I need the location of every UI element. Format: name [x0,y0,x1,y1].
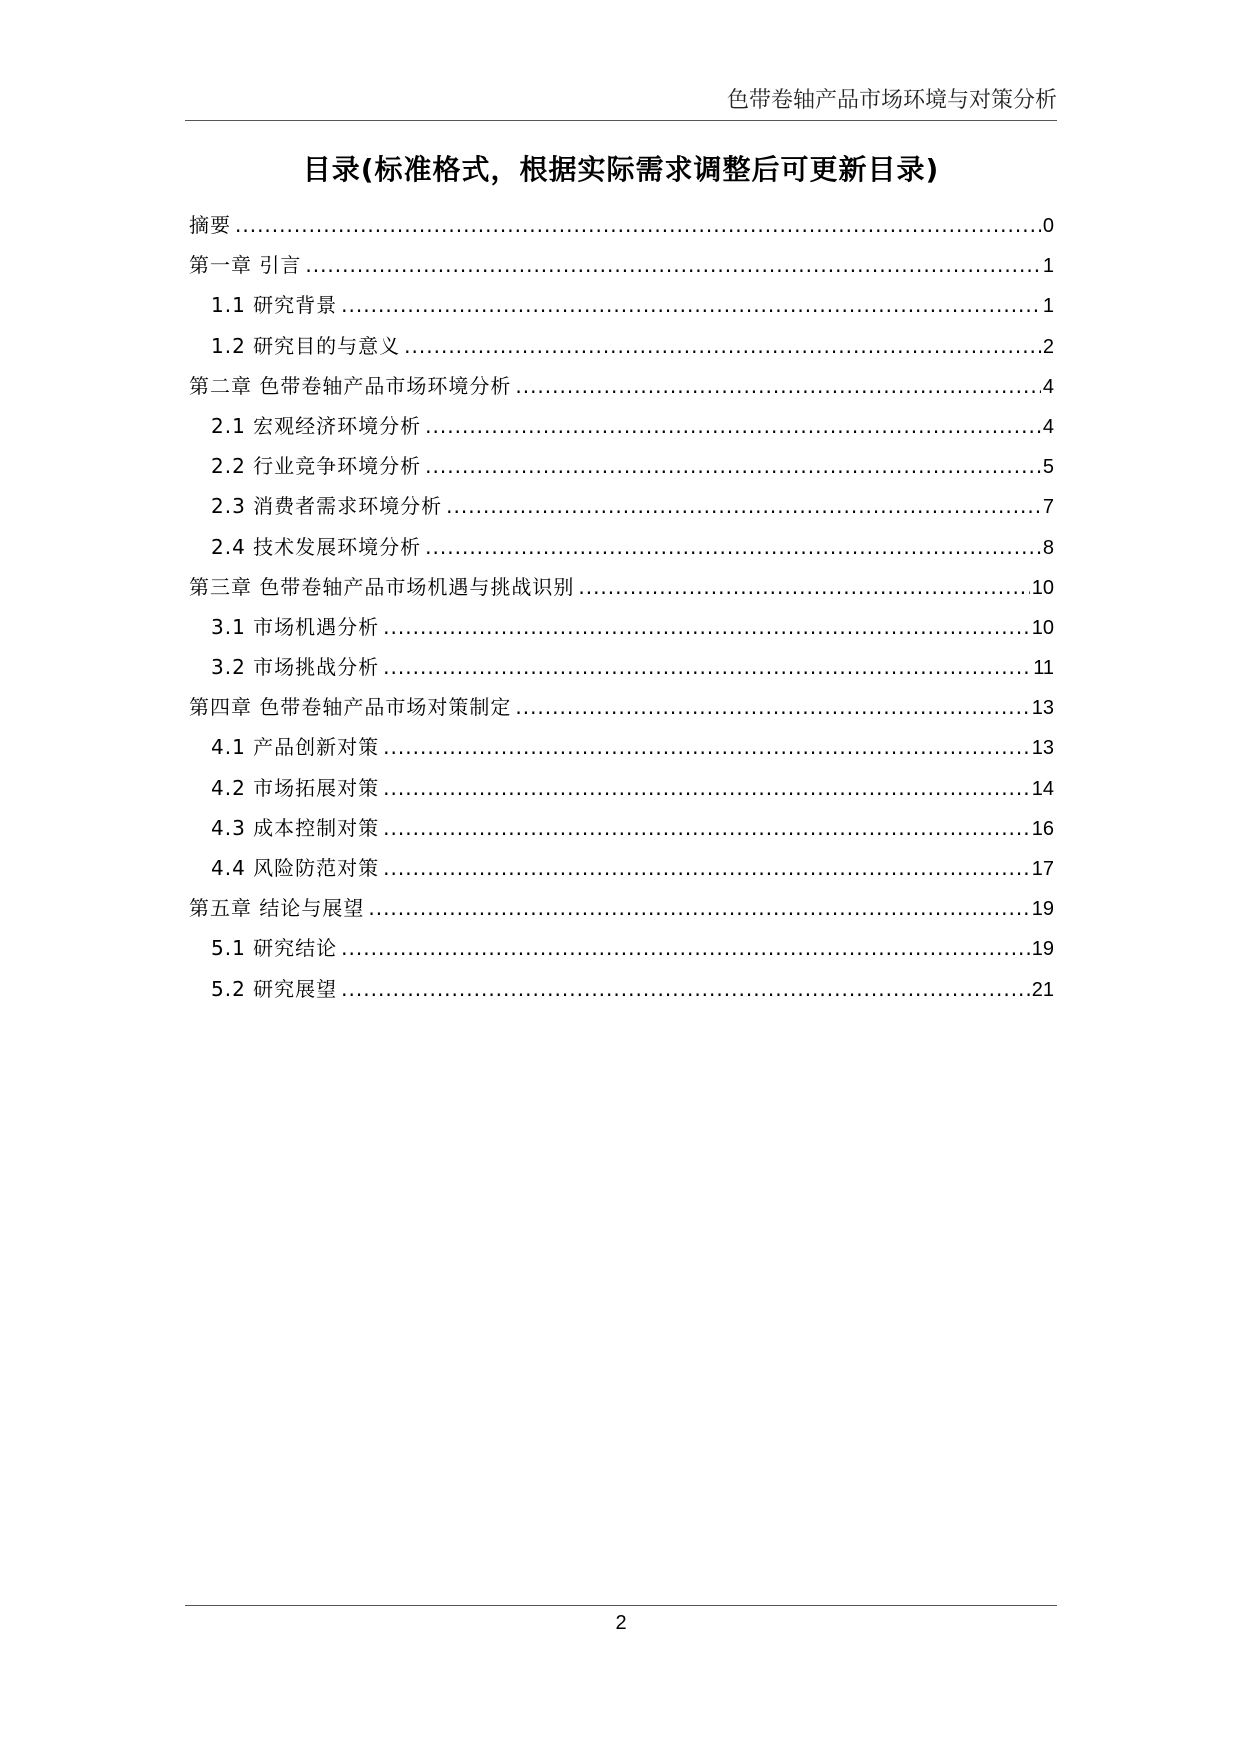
toc-entry-page-number: 10 [1031,616,1054,639]
toc-dot-leader [425,527,1041,567]
toc-dot-leader [515,687,1029,727]
toc-dot-leader [383,607,1030,647]
toc-entry-page-number: 19 [1031,898,1054,921]
toc-entry-page-number: 13 [1031,697,1054,720]
toc-entry-page-number: 5 [1042,456,1054,479]
page-number: 2 [615,1612,627,1634]
toc-entry-page-number: 4 [1042,375,1054,398]
toc-entry-page-number: 2 [1042,335,1054,358]
toc-entry-label: 2.1 宏观经济环境分析 [211,413,422,438]
toc-dot-leader [368,888,1029,928]
toc-entry-label: 4.4 风险防范对策 [211,856,380,880]
toc-chapter-entry[interactable] [189,245,1054,285]
toc-entry-page-number: 16 [1031,817,1054,840]
toc-dot-leader [446,486,1041,526]
toc-entry-page-number: 4 [1042,415,1054,438]
toc-dot-leader [383,647,1031,687]
toc-section-entry[interactable] [189,969,1054,1009]
toc-chapter-entry[interactable] [189,567,1054,607]
toc-section-entry[interactable] [189,326,1054,366]
toc-section-entry[interactable] [189,928,1054,968]
toc-entry-label: 3.1 市场机遇分析 [211,614,380,639]
running-header-title: 色带卷轴产品市场环境与对策分析 [726,88,1057,113]
toc-section-entry[interactable] [189,647,1054,687]
toc-dot-leader [425,446,1041,486]
toc-entry-page-number: 21 [1031,978,1054,1001]
toc-dot-leader [383,848,1030,888]
toc-dot-leader [341,285,1041,325]
toc-chapter-entry[interactable] [189,888,1054,928]
toc-section-entry[interactable] [189,486,1054,526]
toc-dot-leader [425,406,1041,446]
toc-chapter-entry[interactable] [189,205,1054,245]
toc-chapter-entry[interactable] [189,687,1054,727]
toc-entry-label: 第四章 色带卷轴产品市场对策制定 [189,695,512,720]
toc-entry-label: 2.2 行业竞争环境分析 [211,454,422,479]
toc-dot-leader [383,727,1030,767]
toc-entry-label: 1.1 研究背景 [211,293,338,318]
toc-section-entry[interactable] [189,848,1054,888]
toc-dot-leader [235,205,1041,245]
header-divider [185,120,1057,121]
toc-dot-leader [404,326,1041,366]
footer-divider [185,1605,1057,1606]
toc-entry-page-number: 13 [1031,737,1054,760]
toc-entry-label: 3.2 市场挑战分析 [211,655,380,680]
toc-section-entry[interactable] [189,808,1054,848]
toc-entry-page-number: 1 [1042,255,1054,278]
toc-entry-label: 第一章 引言 [189,253,302,278]
toc-entry-label: 4.3 成本控制对策 [211,815,380,840]
toc-section-entry[interactable] [189,285,1054,325]
toc-dot-leader [383,768,1030,808]
toc-chapter-entry[interactable] [189,366,1054,406]
toc-dot-leader [383,808,1030,848]
toc-entry-label: 第三章 色带卷轴产品市场机遇与挑战识别 [189,574,575,599]
toc-section-entry[interactable] [189,446,1054,486]
toc-entry-label: 2.4 技术发展环境分析 [211,534,422,559]
toc-section-entry[interactable] [189,607,1054,647]
toc-entry-label: 2.3 消费者需求环境分析 [211,494,443,519]
toc-section-entry[interactable] [189,727,1054,767]
toc-dot-leader [578,567,1029,607]
toc-entry-page-number: 17 [1031,858,1054,880]
toc-dot-leader [341,928,1030,968]
toc-entry-label: 第五章 结论与展望 [189,896,365,921]
toc-entry-page-number: 10 [1031,576,1054,599]
toc-entry-label: 第二章 色带卷轴产品市场环境分析 [189,373,512,398]
table-of-contents [189,205,1054,1009]
toc-dot-leader [305,245,1041,285]
toc-entry-label: 5.1 研究结论 [211,936,338,961]
toc-section-entry[interactable] [189,527,1054,567]
toc-title: 目录(标准格式，根据实际需求调整后可更新目录) [302,153,940,186]
toc-entry-label: 摘要 [189,213,231,237]
toc-entry-label: 5.2 研究展望 [211,976,338,1001]
toc-entry-page-number: 1 [1042,295,1054,318]
toc-entry-page-number: 11 [1033,657,1054,680]
toc-entry-label: 4.1 产品创新对策 [211,735,380,760]
toc-dot-leader [341,969,1030,1009]
toc-entry-label: 4.2 市场拓展对策 [211,775,380,800]
toc-section-entry[interactable] [189,768,1054,808]
toc-entry-label: 1.2 研究目的与意义 [211,333,401,358]
toc-entry-page-number: 0 [1042,215,1054,237]
toc-entry-page-number: 8 [1042,536,1054,559]
toc-entry-page-number: 19 [1031,938,1054,961]
toc-entry-page-number: 7 [1042,496,1054,519]
toc-entry-page-number: 14 [1031,777,1054,800]
toc-dot-leader [515,366,1041,406]
toc-section-entry[interactable] [189,406,1054,446]
